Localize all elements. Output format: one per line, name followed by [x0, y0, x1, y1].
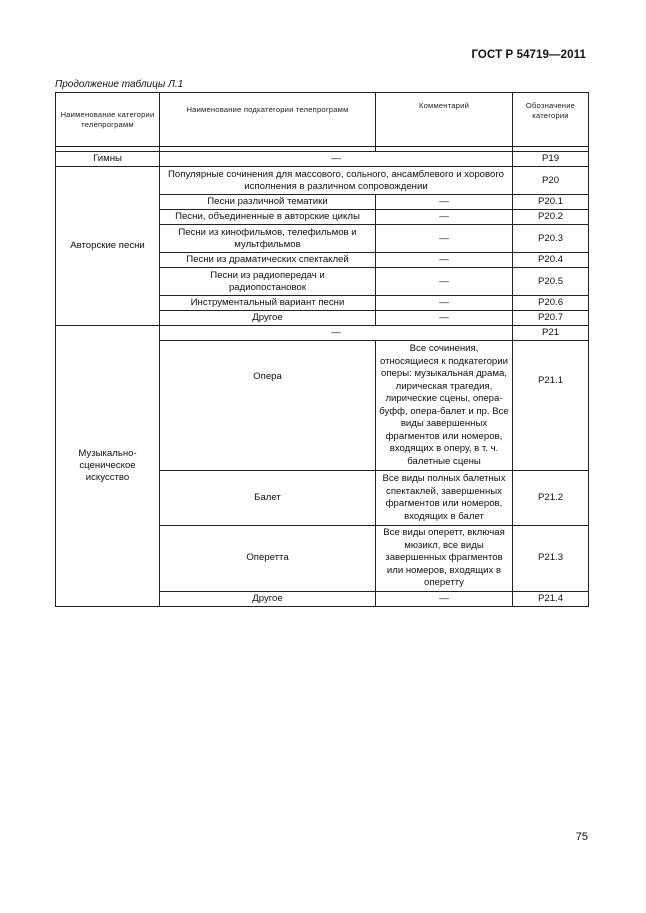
subcategory-cell: Оперетта: [160, 526, 376, 592]
code-cell: Р21.3: [513, 526, 589, 592]
col-header-comment: Комментарий: [376, 93, 513, 147]
comment-cell: —: [376, 268, 513, 296]
comment-cell: Все виды полных балетных спектаклей, завершенных фрагментов или номеров, входящих в балет: [376, 471, 513, 526]
subcategory-cell: Песни из радиопередач и радиопостановок: [160, 268, 376, 296]
page-number: 75: [575, 831, 588, 843]
table-row: [56, 152, 589, 167]
subcategory-cell: Другое: [160, 311, 376, 326]
category-cell: Авторские песни: [56, 167, 160, 326]
comment-cell: Все виды оперетт, включая мюзикл, все виды завершенных фрагментов или номеров, входящих в оперетту: [376, 526, 513, 592]
code-cell: Р20: [513, 167, 589, 195]
subcategory-cell: —: [160, 152, 513, 167]
code-cell: Р20.3: [513, 225, 589, 253]
code-cell: Р20.1: [513, 195, 589, 210]
table-caption: Продолжение таблицы Л.1: [55, 79, 184, 90]
code-cell: Р21.2: [513, 471, 589, 526]
subcategory-cell: Другое: [160, 591, 376, 606]
comment-cell: —: [376, 225, 513, 253]
comment-cell: —: [376, 311, 513, 326]
code-cell: Р20.2: [513, 210, 589, 225]
table-row: [56, 167, 589, 195]
col-header-category: Наименование категории телепрограмм: [56, 93, 160, 147]
col-header-code: Обозначение категории: [513, 93, 589, 147]
category-cell: Музыкально-сценическое искусство: [56, 326, 160, 607]
subcategory-cell: Песни из кинофильмов, телефильмов и мультфильмов: [160, 225, 376, 253]
table-header-row: [56, 93, 589, 147]
subcategory-cell: —: [160, 326, 513, 341]
comment-cell: Все сочинения, относящиеся к подкатегории оперы: музыкальная драма, лирическая трагедия, лирические сцены, опера-буфф, опера-балет и пр. Все виды завершенных фрагментов или номеров, входящих в оперу, в т. ч. балетные сцены: [376, 341, 513, 471]
code-cell: Р21: [513, 326, 589, 341]
code-cell: Р20.7: [513, 311, 589, 326]
subcategory-cell: Песни различной тематики: [160, 195, 376, 210]
subcategory-cell: Инструментальный вариант песни: [160, 296, 376, 311]
comment-cell: —: [376, 195, 513, 210]
subcategory-cell: Популярные сочинения для массового, сольного, ансамблевого и хорового исполнения в различном сопровождении: [160, 167, 513, 195]
subcategory-cell: Опера: [160, 341, 376, 471]
code-cell: Р19: [513, 152, 589, 167]
code-cell: Р20.4: [513, 253, 589, 268]
code-cell: Р21.1: [513, 341, 589, 471]
comment-cell: —: [376, 296, 513, 311]
code-cell: Р20.5: [513, 268, 589, 296]
table-row: [56, 326, 589, 341]
subcategory-cell: Балет: [160, 471, 376, 526]
col-header-subcategory: Наименование подкатегории телепрограмм: [160, 93, 376, 147]
comment-cell: —: [376, 210, 513, 225]
comment-cell: —: [376, 253, 513, 268]
category-table: [55, 92, 589, 607]
category-cell: Гимны: [56, 152, 160, 167]
code-cell: Р20.6: [513, 296, 589, 311]
code-cell: Р21.4: [513, 591, 589, 606]
comment-cell: —: [376, 591, 513, 606]
subcategory-cell: Песни из драматических спектаклей: [160, 253, 376, 268]
subcategory-cell: Песни, объединенные в авторские циклы: [160, 210, 376, 225]
standard-number: ГОСТ Р 54719—2011: [471, 49, 586, 61]
